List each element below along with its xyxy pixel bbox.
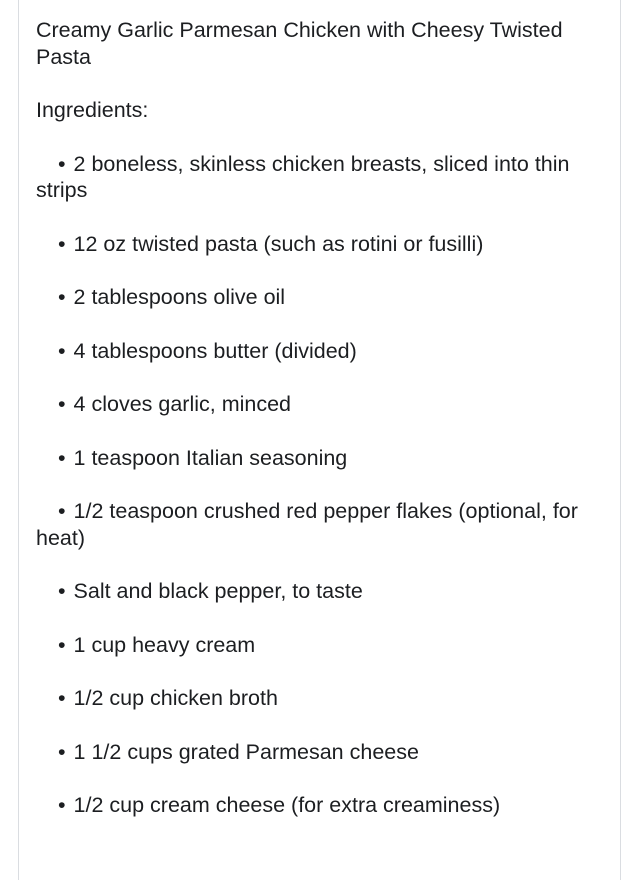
ingredient-text: 1 cup heavy cream [73, 632, 256, 657]
post-body [36, 17, 606, 819]
ingredient-text: 12 oz twisted pasta (such as rotini or fusilli) [73, 231, 484, 256]
bullet: • [58, 632, 66, 657]
ingredient-text: 1/2 cup chicken broth [73, 686, 278, 710]
ingredient-text: 2 boneless, skinless chicken breasts, sliced into thin strips [36, 151, 570, 202]
ingredients-heading: Ingredients: [36, 98, 149, 122]
bullet: • [58, 445, 66, 470]
bullet: • [58, 686, 66, 710]
bullet: • [58, 499, 66, 523]
bullet: • [58, 793, 66, 817]
ingredient-text: 1/2 teaspoon crushed red pepper flakes (optional, for heat) [36, 499, 578, 550]
ingredient-list [36, 151, 606, 819]
post-header [36, 0, 596, 8]
ingredient-item [36, 792, 606, 819]
bullet: • [58, 338, 66, 363]
ingredient-text: 4 cloves garlic, minced [73, 392, 292, 416]
ingredient-item [36, 685, 606, 712]
ingredient-text: 1 teaspoon Italian seasoning [73, 445, 348, 470]
ingredient-item [36, 632, 606, 659]
bullet: • [58, 231, 66, 256]
ingredient-text: 1/2 cup cream cheese (for extra creaminess) [73, 793, 501, 817]
bullet: • [58, 739, 66, 764]
ingredient-item [36, 151, 606, 204]
ingredient-item [36, 445, 606, 472]
ingredient-text: 1 1/2 cups grated Parmesan cheese [73, 739, 419, 764]
ingredient-item [36, 231, 606, 258]
bullet: • [58, 151, 66, 176]
ingredient-text: 4 tablespoons butter (divided) [73, 338, 357, 363]
ingredient-item [36, 739, 606, 766]
bullet: • [58, 579, 66, 603]
recipe-title: Creamy Garlic Parmesan Chicken with Cheesy Twisted Pasta [36, 18, 563, 69]
ingredient-item [36, 338, 606, 365]
bullet: • [58, 285, 66, 309]
ingredient-item [36, 284, 606, 311]
bullet: • [58, 392, 66, 416]
ingredient-item [36, 578, 606, 605]
ingredient-text: 2 tablespoons olive oil [73, 285, 286, 309]
ingredient-item [36, 498, 606, 551]
ingredient-text: Salt and black pepper, to taste [73, 579, 363, 603]
ingredient-item [36, 391, 606, 418]
